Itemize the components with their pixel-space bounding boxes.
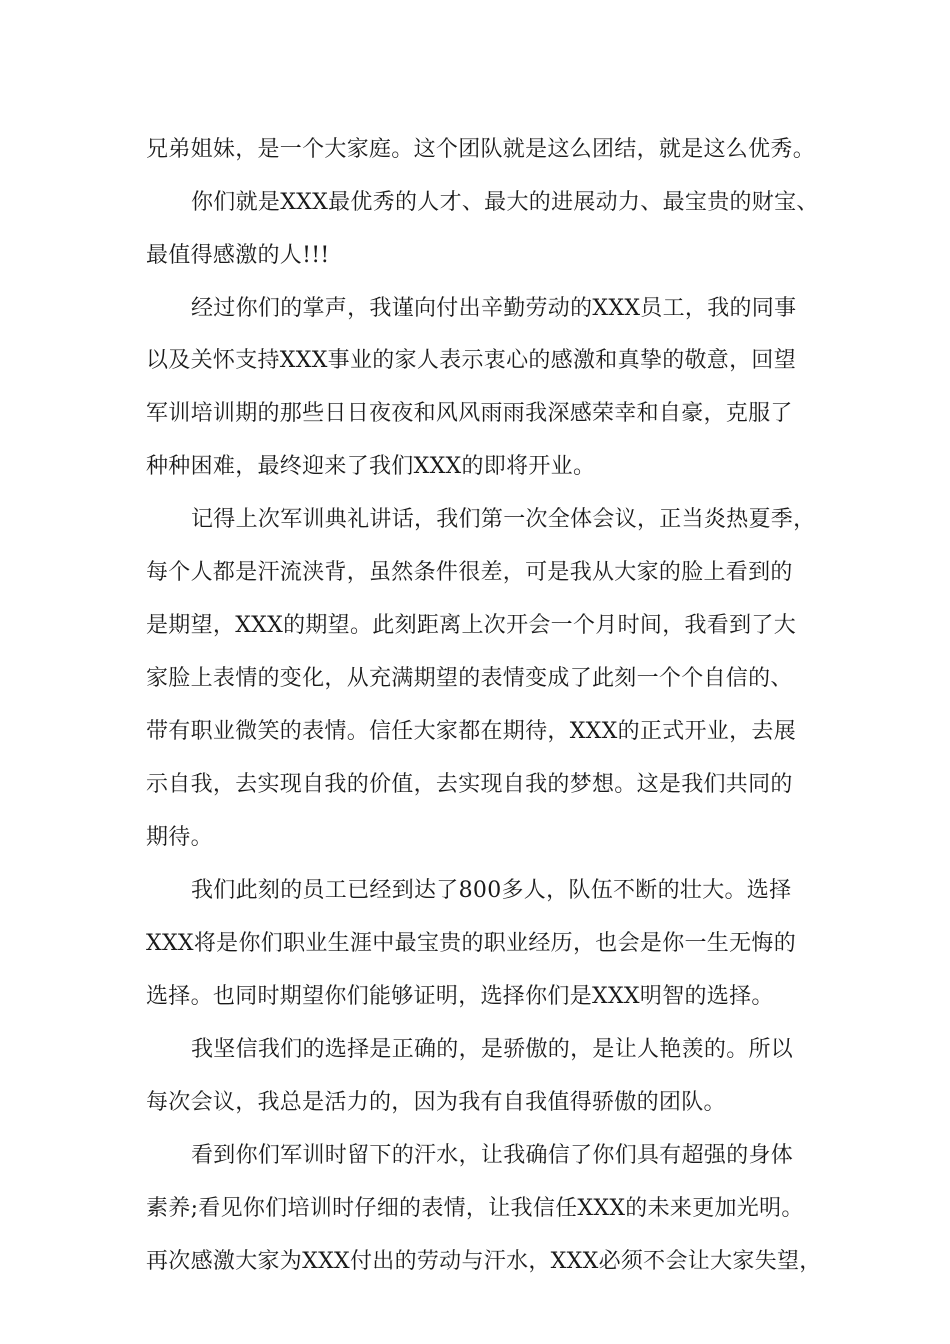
text-line: XXX将是你们职业生涯中最宝贵的职业经历，也会是你一生无悔的: [146, 931, 796, 956]
text-line: 选择。也同时期望你们能够证明，选择你们是XXX明智的选择。: [146, 984, 774, 1009]
text-line: 家脸上表情的变化，从充满期望的表情变成了此刻一个个自信的、: [146, 666, 793, 691]
text-line: 我坚信我们的选择是正确的，是骄傲的，是让人艳羡的。所以: [191, 1037, 794, 1062]
text-line: 每个人都是汗流浃背，虽然条件很差，可是我从大家的脸上看到的: [146, 560, 793, 585]
text-line: 看到你们军训时留下的汗水，让我确信了你们具有超强的身体: [191, 1143, 794, 1168]
text-line: 记得上次军训典礼讲话，我们第一次全体会议，正当炎热夏季，: [191, 507, 816, 532]
text-line: 以及关怀支持XXX事业的家人表示衷心的感激和真挚的敬意，回望: [146, 348, 796, 373]
text-line: 军训培训期的那些日日夜夜和风风雨雨我深感荣幸和自豪，克服了: [146, 401, 793, 426]
text-line: 期待。: [146, 825, 213, 850]
text-line: 兄弟姐妹，是一个大家庭。这个团队就是这么团结，就是这么优秀。: [146, 137, 816, 162]
text-line: 种种困难，最终迎来了我们XXX的即将开业。: [146, 454, 596, 479]
text-line: 你们就是XXX最优秀的人才、最大的进展动力、最宝贵的财宝、: [191, 190, 819, 215]
text-line: 经过你们的掌声，我谨向付出辛勤劳动的XXX员工，我的同事: [191, 296, 797, 321]
text-line: 每次会议，我总是活力的，因为我有自我值得骄傲的团队。: [146, 1090, 726, 1115]
text-line: 示自我，去实现自我的价值，去实现自我的梦想。这是我们共同的: [146, 772, 793, 797]
text-line: 是期望，XXX的期望。此刻距离上次开会一个月时间，我看到了大: [146, 613, 796, 638]
text-line: 带有职业微笑的表情。信任大家都在期待，XXX的正式开业，去展: [146, 719, 796, 744]
text-line: 我们此刻的员工已经到达了800多人，队伍不断的壮大。选择: [191, 878, 792, 903]
text-line: 再次感激大家为XXX付出的劳动与汗水，XXX必须不会让大家失望，: [146, 1249, 822, 1274]
text-line: 最值得感激的人!!!: [146, 243, 330, 268]
text-line: 素养;看见你们培训时仔细的表情，让我信任XXX的未来更加光明。: [146, 1196, 804, 1221]
